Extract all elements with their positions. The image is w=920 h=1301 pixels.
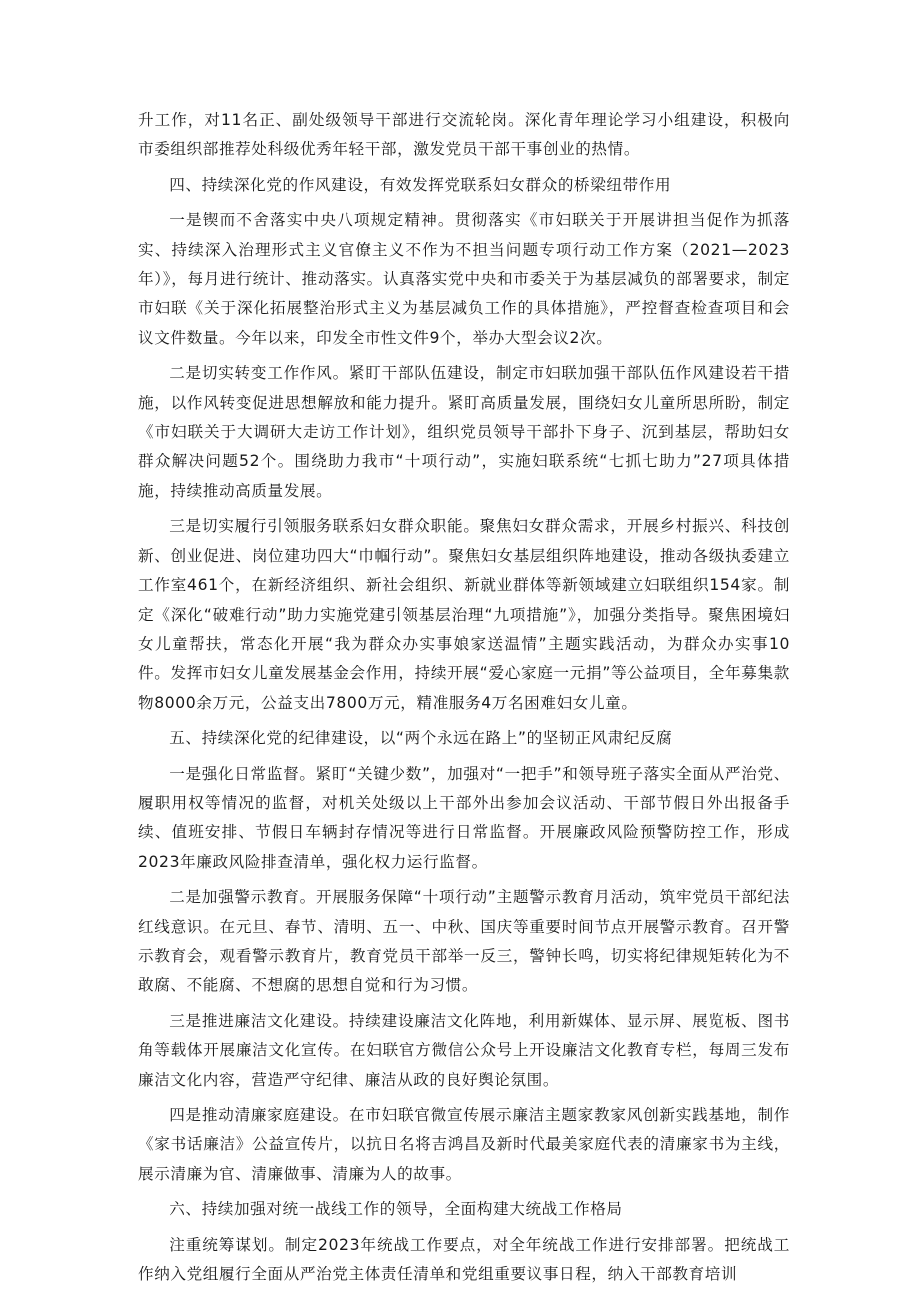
section-heading-4: 四、持续深化党的作风建设，有效发挥党联系妇女群众的桥梁纽带作用 bbox=[169, 175, 672, 194]
paragraph: 一是锲而不舍落实中央八项规定精神。贯彻落实《市妇联关于开展讲担当促作为抓落实、持续深入治理形式主义官僚主义不作为不担当问题专项行动工作方案（2021—2023年）》，每月进行统计、推动落实。认真落实党中央和市委关于为基层减负的部署要求，制定市妇联《关于深化拓展整治形式主义为基层减负工作的具体措施》，严控督查检查项目和会议文件数量。今年以来，印发全市性文件9个，举办大型会议2次。 bbox=[138, 211, 790, 347]
paragraph: 二是切实转变工作作风。紧盯干部队伍建设，制定市妇联加强干部队伍作风建设若干措施，以作风转变促进思想解放和能力提升。紧盯高质量发展，围绕妇女儿童所思所盼，制定《市妇联关于大调研大走访工作计划》，组织党员领导干部扑下身子、沉到基层，帮助妇女群众解决问题52个。围绕助力我市“十项行动”，实施妇联系统“七抓七助力”27项具体措施，持续推动高质量发展。 bbox=[138, 364, 790, 500]
paragraph: 二是加强警示教育。开展服务保障“十项行动”主题警示教育月活动，筑牢党员干部纪法红线意识。在元旦、春节、清明、五一、中秋、国庆等重要时间节点开展警示教育。召开警示教育会，观看警示教育片，教育党员干部举一反三，警钟长鸣，切实将纪律规矩转化为不敢腐、不能腐、不想腐的思想自觉和行为习惯。 bbox=[138, 888, 790, 995]
paragraph: 注重统筹谋划。制定2023年统战工作要点，对全年统战工作进行安排部署。把统战工作纳入党组履行全面从严治党主体责任清单和党组重要议事日程，纳入干部教育培训 bbox=[138, 1235, 790, 1284]
paragraph: 四是推动清廉家庭建设。在市妇联官微宣传展示廉洁主题家教家风创新实践基地，制作《家书话廉洁》公益宣传片，以抗日名将吉鸿昌及新时代最美家庭代表的清廉家书为主线，展示清廉为官、清廉做事、清廉为人的故事。 bbox=[138, 1106, 790, 1183]
paragraph: 三是切实履行引领服务联系妇女群众职能。聚焦妇女群众需求，开展乡村振兴、科技创新、创业促进、岗位建功四大“巾帼行动”。聚焦妇女基层组织阵地建设，推动各级执委建立工作室461个，在新经济组织、新社会组织、新就业群体等新领域建立妇联组织154家。制定《深化“破难行动”助力实施党建引领基层治理“九项措施”》，加强分类指导。聚焦困境妇女儿童帮扶，常态化开展“我为群众办实事娘家送温情”主题实践活动，为群众办实事10件。发挥市妇女儿童发展基金会作用，持续开展“爱心家庭一元捐”等公益项目，全年募集款物8000余万元，公益支出7800万元，精准服务4万名困难妇女儿童。 bbox=[138, 517, 790, 712]
document-body bbox=[138, 106, 790, 1295]
paragraph: 一是强化日常监督。紧盯“关键少数”，加强对“一把手”和领导班子落实全面从严治党、履职用权等情况的监督，对机关处级以上干部外出参加会议活动、干部节假日外出报备手续、值班安排、节假日车辆封存情况等进行日常监督。开展廉政风险预警防控工作，形成2023年廉政风险排查清单，强化权力运行监督。 bbox=[138, 764, 790, 871]
section-heading-6: 六、持续加强对统一战线工作的领导，全面构建大统战工作格局 bbox=[169, 1200, 623, 1219]
paragraph-continuation: 升工作，对11名正、副处级领导干部进行交流轮岗。深化青年理论学习小组建设，积极向市委组织部推荐处科级优秀年轻干部，激发党员干部干事创业的热情。 bbox=[138, 111, 790, 159]
section-heading-5: 五、持续深化党的纪律建设，以“两个永远在路上”的坚韧正风肃纪反腐 bbox=[169, 729, 673, 748]
paragraph: 三是推进廉洁文化建设。持续建设廉洁文化阵地，利用新媒体、显示屏、展览板、图书角等载体开展廉洁文化宣传。在妇联官方微信公众号上开设廉洁文化教育专栏，每周三发布廉洁文化内容，营造严守纪律、廉洁从政的良好舆论氛围。 bbox=[138, 1011, 790, 1089]
